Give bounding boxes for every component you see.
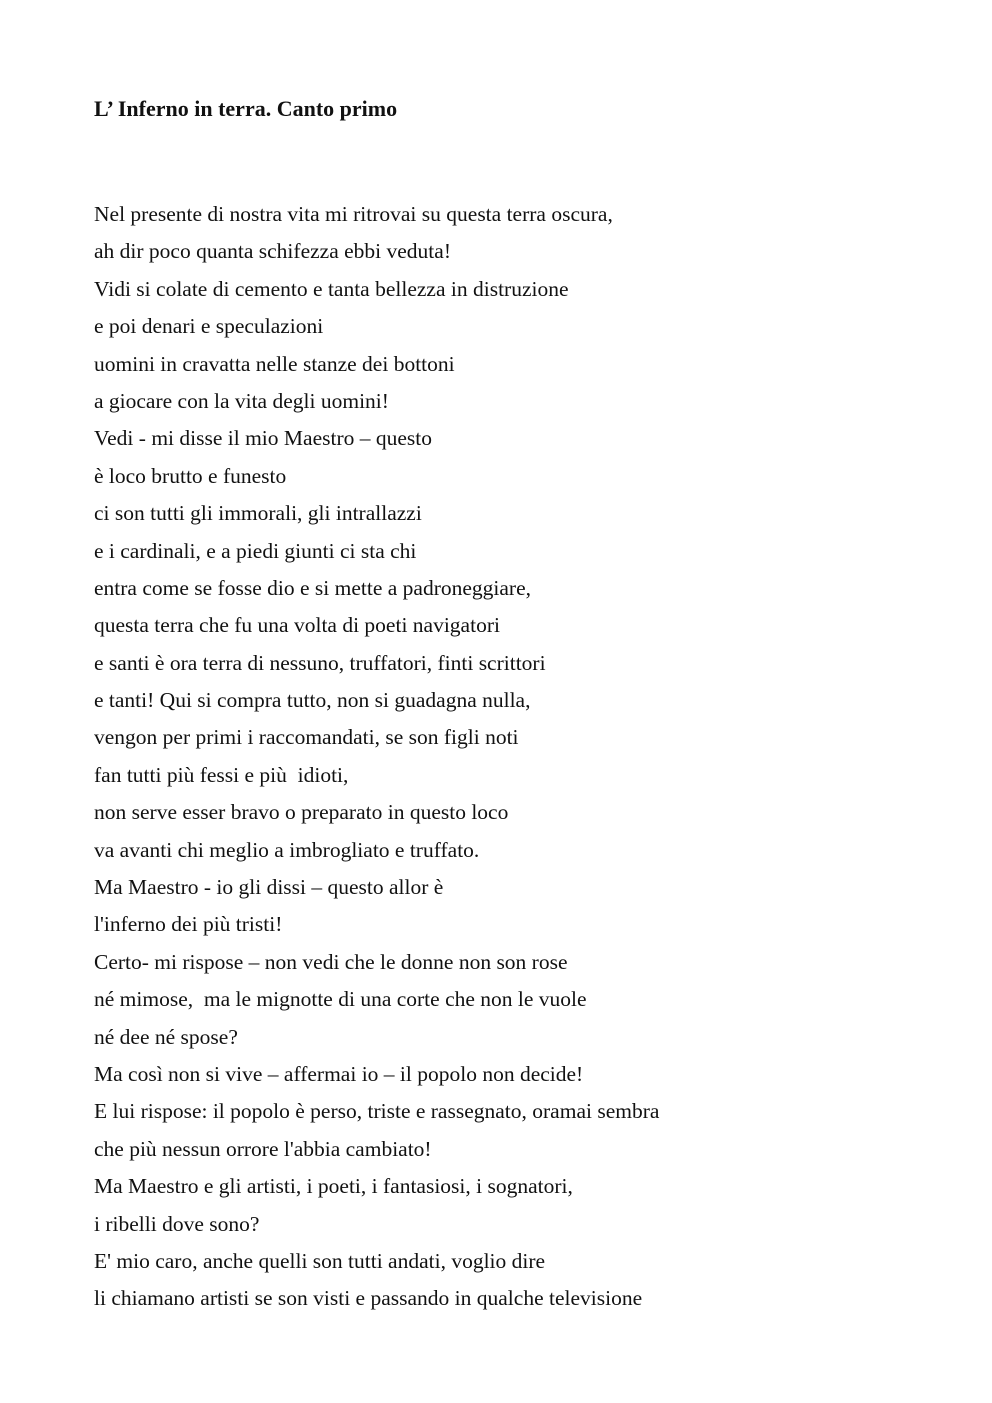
poem-line: entra come se fosse dio e si mette a padroneggiare, <box>94 575 531 600</box>
poem-line: Vidi si colate di cemento e tanta bellezza in distruzione <box>94 276 569 301</box>
poem-line: va avanti chi meglio a imbrogliato e truffato. <box>94 837 480 862</box>
poem-line: E lui rispose: il popolo è perso, triste e rassegnato, oramai sembra <box>94 1099 660 1124</box>
poem-line: che più nessun orrore l'abbia cambiato! <box>94 1136 432 1161</box>
poem-line: questa terra che fu una volta di poeti navigatori <box>94 613 500 638</box>
poem-line: e santi è ora terra di nessuno, truffatori, finti scrittori <box>94 650 546 675</box>
poem-line: è loco brutto e funesto <box>94 463 287 488</box>
poem-line: i ribelli dove sono? <box>94 1211 260 1236</box>
poem-line: Vedi - mi disse il mio Maestro – questo <box>94 426 432 451</box>
poem-line: Certo- mi rispose – non vedi che le donne non son rose <box>94 949 568 974</box>
poem-line: l'inferno dei più tristi! <box>94 912 283 937</box>
poem-line: ci son tutti gli immorali, gli intrallazzi <box>94 501 422 526</box>
poem-line: Nel presente di nostra vita mi ritrovai su questa terra oscura, <box>94 202 613 226</box>
poem-line: li chiamano artisti se son visti e passando in qualche televisione <box>94 1286 643 1311</box>
poem-line: Ma Maestro e gli artisti, i poeti, i fantasiosi, i sognatori, <box>94 1174 573 1199</box>
poem-line: fan tutti più fessi e più idioti, <box>94 762 349 787</box>
poem-line: vengon per primi i raccomandati, se son figli noti <box>94 725 519 750</box>
poem-line: E' mio caro, anche quelli son tutti andati, voglio dire <box>94 1248 546 1273</box>
poem-line: uomini in cravatta nelle stanze dei bottoni <box>94 351 455 376</box>
poem-line: a giocare con la vita degli uomini! <box>94 388 389 413</box>
poem-line: Ma così non si vive – affermai io – il popolo non decide! <box>94 1061 584 1086</box>
poem-line: Ma Maestro - io gli dissi – questo allor è <box>94 875 444 900</box>
poem-line: e i cardinali, e a piedi giunti ci sta chi <box>94 538 417 563</box>
poem-line: non serve esser bravo o preparato in questo loco <box>94 800 509 825</box>
poem-line: ah dir poco quanta schifezza ebbi veduta! <box>94 239 451 264</box>
poem-line: né dee né spose? <box>94 1024 238 1049</box>
poem-body <box>94 196 659 1318</box>
poem-line: né mimose, ma le mignotte di una corte che non le vuole <box>94 987 587 1012</box>
poem-title: L’ Inferno in terra. Canto primo <box>94 96 398 121</box>
poem-line: e poi denari e speculazioni <box>94 314 324 339</box>
poem-line: e tanti! Qui si compra tutto, non si guadagna nulla, <box>94 688 531 713</box>
